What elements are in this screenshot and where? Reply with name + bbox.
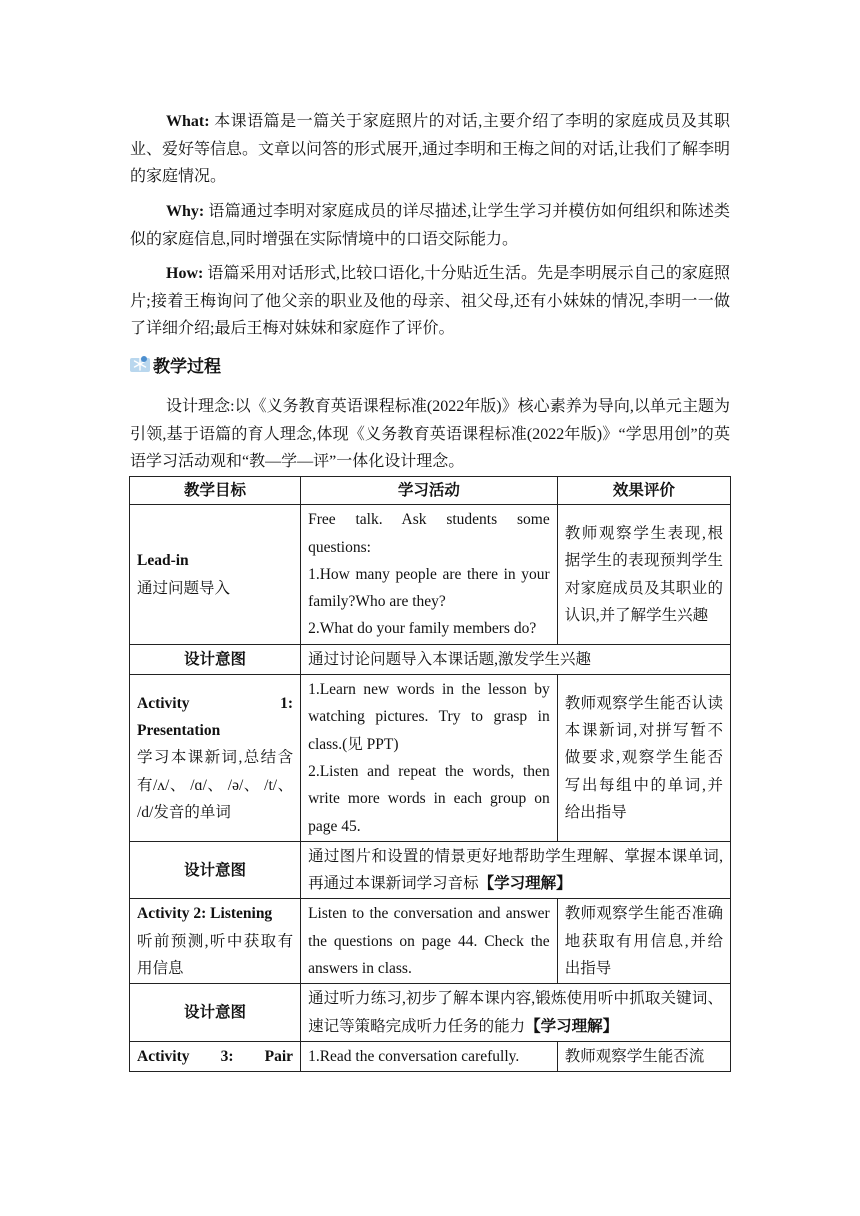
goal-title: Lead-in (137, 552, 189, 570)
table-row (130, 1041, 731, 1071)
why-paragraph (130, 198, 730, 253)
goal-title: Activity 1: (137, 694, 294, 712)
header-goal: 教学目标 (130, 477, 301, 505)
activity-line: 1.How many people are there in your family?Who are they? (308, 565, 550, 611)
activity-cell: 1.Read the conversation carefully. (301, 1041, 558, 1071)
evaluation-cell: 教师观察学生能否准确地获取有用信息,并给出指导 (557, 899, 730, 984)
section-heading (130, 351, 221, 377)
activity-line: Free talk. Ask students some questions: (308, 511, 550, 556)
section-title: 教学过程 (153, 356, 221, 376)
activity-cell: Listen to the conversation and answer the questions on page 44. Check the answers in class. (301, 899, 558, 984)
why-text: 语篇通过李明对家庭成员的详尽描述,让学生学习并模仿如何组织和陈述类似的家庭信息,同时增强在实际情境中的口语交际能力。 (130, 203, 730, 248)
design-concept: 设计理念:以《义务教育英语课程标准(2022年版)》核心素养为导向,以单元主题为引领,基于语篇的育人理念,体现《义务教育英语课程标准(2022年版)》“学思用创”的英语学习活动观和“教—学—评”一体化设计理念。 (130, 398, 730, 470)
goal-cell (130, 505, 301, 644)
goal-desc: 通过问题导入 (137, 579, 231, 597)
table-row (130, 899, 731, 984)
what-label: What: (166, 113, 210, 130)
intent-cell: 通过图片和设置的情景更好地帮助学生理解、掌握本课单词,再通过本课新词学习音标【学习理解】 (301, 841, 731, 899)
evaluation-cell: 教师观察学生能否流 (557, 1041, 730, 1071)
goal-desc: 学习本课新词,总结含有/ʌ/、 /ɑ/、 /ə/、 /t/、 /d/发音的单词 (137, 749, 294, 821)
why-label: Why: (166, 203, 205, 220)
what-paragraph (130, 108, 730, 191)
intent-tag: 【学习理解】 (478, 875, 572, 893)
lesson-table (129, 476, 731, 1072)
goal-title: Activity 3: Pair (137, 1047, 294, 1065)
header-activity: 学习活动 (301, 477, 558, 505)
table-header-row (130, 477, 731, 505)
activity-line: 2.What do your family members do? (308, 620, 537, 638)
intent-tag: 【学习理解】 (525, 1017, 619, 1035)
table-row (130, 505, 731, 644)
evaluation-cell: 教师观察学生能否认读本课新词,对拼写暂不做要求,观察学生能否写出每组中的单词,并给出指导 (557, 675, 730, 842)
table-row (130, 984, 731, 1042)
how-paragraph (130, 260, 730, 343)
table-row (130, 841, 731, 899)
goal-cell (130, 899, 301, 984)
intent-cell: 通过讨论问题导入本课话题,激发学生兴趣 (301, 644, 731, 674)
intent-label: 设计意图 (130, 841, 301, 899)
intent-label: 设计意图 (130, 984, 301, 1042)
snowflake-icon (130, 355, 150, 373)
activity-line: 1.Learn new words in the lesson by watching pictures. Try to grasp in class.(见 PPT) (308, 681, 550, 753)
evaluation-cell: 教师观察学生表现,根据学生的表现预判学生对家庭成员及其职业的认识,并了解学生兴趣 (557, 505, 730, 644)
goal-cell (130, 675, 301, 842)
activity-cell (301, 675, 558, 842)
goal-cell (130, 1041, 301, 1071)
what-text: 本课语篇是一篇关于家庭照片的对话,主要介绍了李明的家庭成员及其职业、爱好等信息。文章以问答的形式展开,通过李明和王梅之间的对话,让我们了解李明的家庭情况。 (130, 113, 731, 185)
intent-cell: 通过听力练习,初步了解本课内容,锻炼使用听中抓取关键词、速记等策略完成听力任务的能力【学习理解】 (301, 984, 731, 1042)
goal-title: Activity 2: Listening (137, 905, 273, 923)
how-text: 语篇采用对话形式,比较口语化,十分贴近生活。先是李明展示自己的家庭照片;接着王梅询问了他父亲的职业及他的母亲、祖父母,还有小妹妹的情况,李明一一做了详细介绍;最后王梅对妹妹和家庭作了评价。 (130, 265, 730, 337)
table-row (130, 675, 731, 842)
header-evaluation: 效果评价 (557, 477, 730, 505)
activity-cell (301, 505, 558, 644)
goal-desc: 听前预测,听中获取有用信息 (137, 932, 294, 978)
intent-label: 设计意图 (130, 644, 301, 674)
activity-line: 2.Listen and repeat the words, then write more words in each group on page 45. (308, 762, 550, 835)
how-label: How: (166, 265, 204, 282)
goal-title-line2: Presentation (137, 722, 221, 740)
table-row (130, 644, 731, 674)
